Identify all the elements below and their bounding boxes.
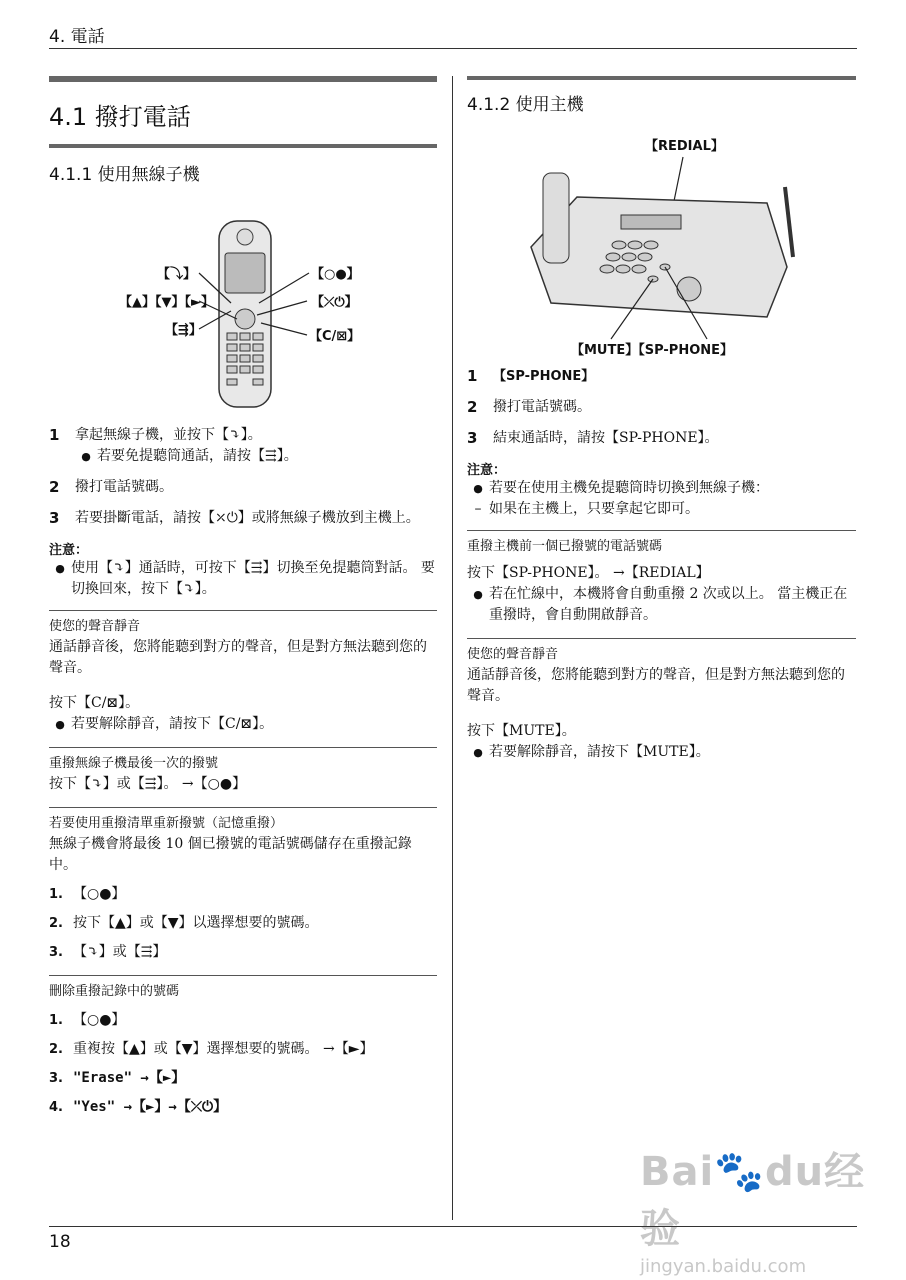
note-label: 注意： — [467, 463, 507, 478]
step-item: 3 若要掛斷電話，請按【⤫⏻】或將無線子機放到主機上。 — [49, 509, 420, 527]
footer-rule — [49, 1226, 857, 1227]
box-bullet: ● 若要解除靜音，請按下【C/⊠】。 — [55, 716, 274, 732]
label-mute-sp-buttons: 【MUTE】【SP-PHONE】 — [571, 343, 734, 358]
box-press: 按下【MUTE】。 — [467, 723, 576, 739]
box-title: 重撥主機前一個已撥號的電話號碼 — [467, 539, 663, 554]
box-desc: 通話靜音後，您將能聽到對方的聲音，但是對方無法聽到您的聲音。 — [49, 639, 427, 676]
step-item: 2 撥打電話號碼。 — [467, 398, 591, 416]
list-item: 1. 【○●】 — [49, 1012, 126, 1028]
list-item: 3. 【⤵】或【⇶】 — [49, 944, 167, 960]
step-item: 2 撥打電話號碼。 — [49, 478, 173, 496]
box-title: 使您的聲音靜音 — [49, 619, 141, 634]
handset-figure — [49, 193, 437, 413]
memory-box — [49, 808, 437, 963]
delete-box — [49, 976, 437, 1118]
watermark-tag: 经验 — [640, 1149, 866, 1252]
mute-box — [49, 611, 437, 735]
box-desc: 通話靜音後，您將能聽到對方的聲音，但是對方無法聽到您的聲音。 — [467, 667, 845, 704]
list-item: 3. "Erase" →【►】 — [49, 1070, 186, 1086]
box-title: 刪除重撥記錄中的號碼 — [49, 984, 180, 999]
column-divider — [452, 76, 453, 1220]
paw-icon: 🐾 — [714, 1149, 766, 1195]
note-bullet: ● 使用【⤵】通話時，可按下【⇶】切換至免提聽筒對話。 要切換回來，按下【⤵】。 — [55, 560, 435, 597]
step-item: 3 結束通話時，請按【SP-PHONE】。 — [467, 429, 719, 447]
step-bullet: ● 若要免提聽筒通話，請按【⇶】。 — [81, 448, 298, 464]
box-title: 使您的聲音靜音 — [467, 647, 559, 662]
step-item: 1 【SP-PHONE】 — [467, 367, 595, 385]
note-label: 注意： — [49, 543, 89, 558]
list-item: 2. 按下【▲】或【▼】以選擇想要的號碼。 — [49, 915, 319, 931]
steps-list — [467, 366, 856, 449]
handset-illustration — [49, 193, 437, 413]
step-item: 1 拿起無線子機，並按下【⤵】。 — [49, 426, 262, 444]
base-unit-figure — [467, 117, 856, 345]
running-header: 4. 電話 — [49, 27, 105, 47]
redial-box — [49, 748, 437, 795]
box-title: 重撥無線子機最後一次的撥號 — [49, 756, 219, 771]
label-mute-key: 【C/⊠】 — [309, 329, 361, 344]
watermark-url: jingyan.baidu.com — [640, 1256, 807, 1277]
box-line: 按下【⤵】或【⇶】。 →【○●】 — [49, 776, 247, 792]
label-redial-button: 【REDIAL】 — [645, 139, 724, 154]
section-bar-bottom — [49, 144, 437, 148]
steps-list — [49, 425, 437, 529]
mute-box — [467, 639, 856, 763]
left-column — [49, 76, 437, 1118]
box-desc: 無線子機會將最後 10 個已撥號的電話號碼儲存在重撥記錄中。 — [49, 836, 412, 873]
subsection-title: 4.1.2 使用主機 — [467, 95, 584, 115]
box-press: 按下【C/⊠】。 — [49, 695, 140, 711]
label-talk-key: 【⤵】 — [157, 267, 197, 282]
watermark — [640, 1140, 906, 1277]
section-bar — [467, 76, 856, 80]
box-bullet: ● 若在忙線中，本機將會自動重撥 2 次或以上。 當主機正在重撥時，會自動開啟靜音。 — [473, 586, 848, 623]
box-title: 若要使用重撥清單重新撥號（記憶重撥） — [49, 816, 284, 831]
box-bullet: ● 若要解除靜音，請按下【MUTE】。 — [473, 744, 710, 760]
label-off-key: 【⤫⏻】 — [311, 295, 358, 310]
page-number: 18 — [49, 1232, 71, 1252]
list-item: 4. "Yes" →【►】→【⤫⏻】 — [49, 1099, 228, 1115]
right-column — [467, 76, 856, 763]
note-dash: – 如果在主機上，只要拿起它即可。 — [474, 501, 699, 517]
label-arrow-keys: 【▲】【▼】【►】 — [119, 295, 214, 310]
label-redial-key: 【○●】 — [311, 267, 360, 282]
watermark-brand2: du — [765, 1149, 825, 1195]
section-title: 4.1 撥打電話 — [49, 103, 191, 131]
label-speaker-key: 【⇶】 — [165, 323, 202, 338]
list-item: 2. 重複按【▲】或【▼】選擇想要的號碼。 →【►】 — [49, 1041, 374, 1057]
box-line: 按下【SP-PHONE】。 →【REDIAL】 — [467, 565, 710, 581]
list-item: 1. 【○●】 — [49, 886, 126, 902]
note-bullet: ● 若要在使用主機免提聽筒時切換到無線子機： — [473, 480, 769, 496]
header-rule — [49, 48, 857, 49]
subsection-title: 4.1.1 使用無線子機 — [49, 165, 200, 185]
redial-box — [467, 531, 856, 626]
watermark-brand: Bai — [640, 1149, 715, 1195]
